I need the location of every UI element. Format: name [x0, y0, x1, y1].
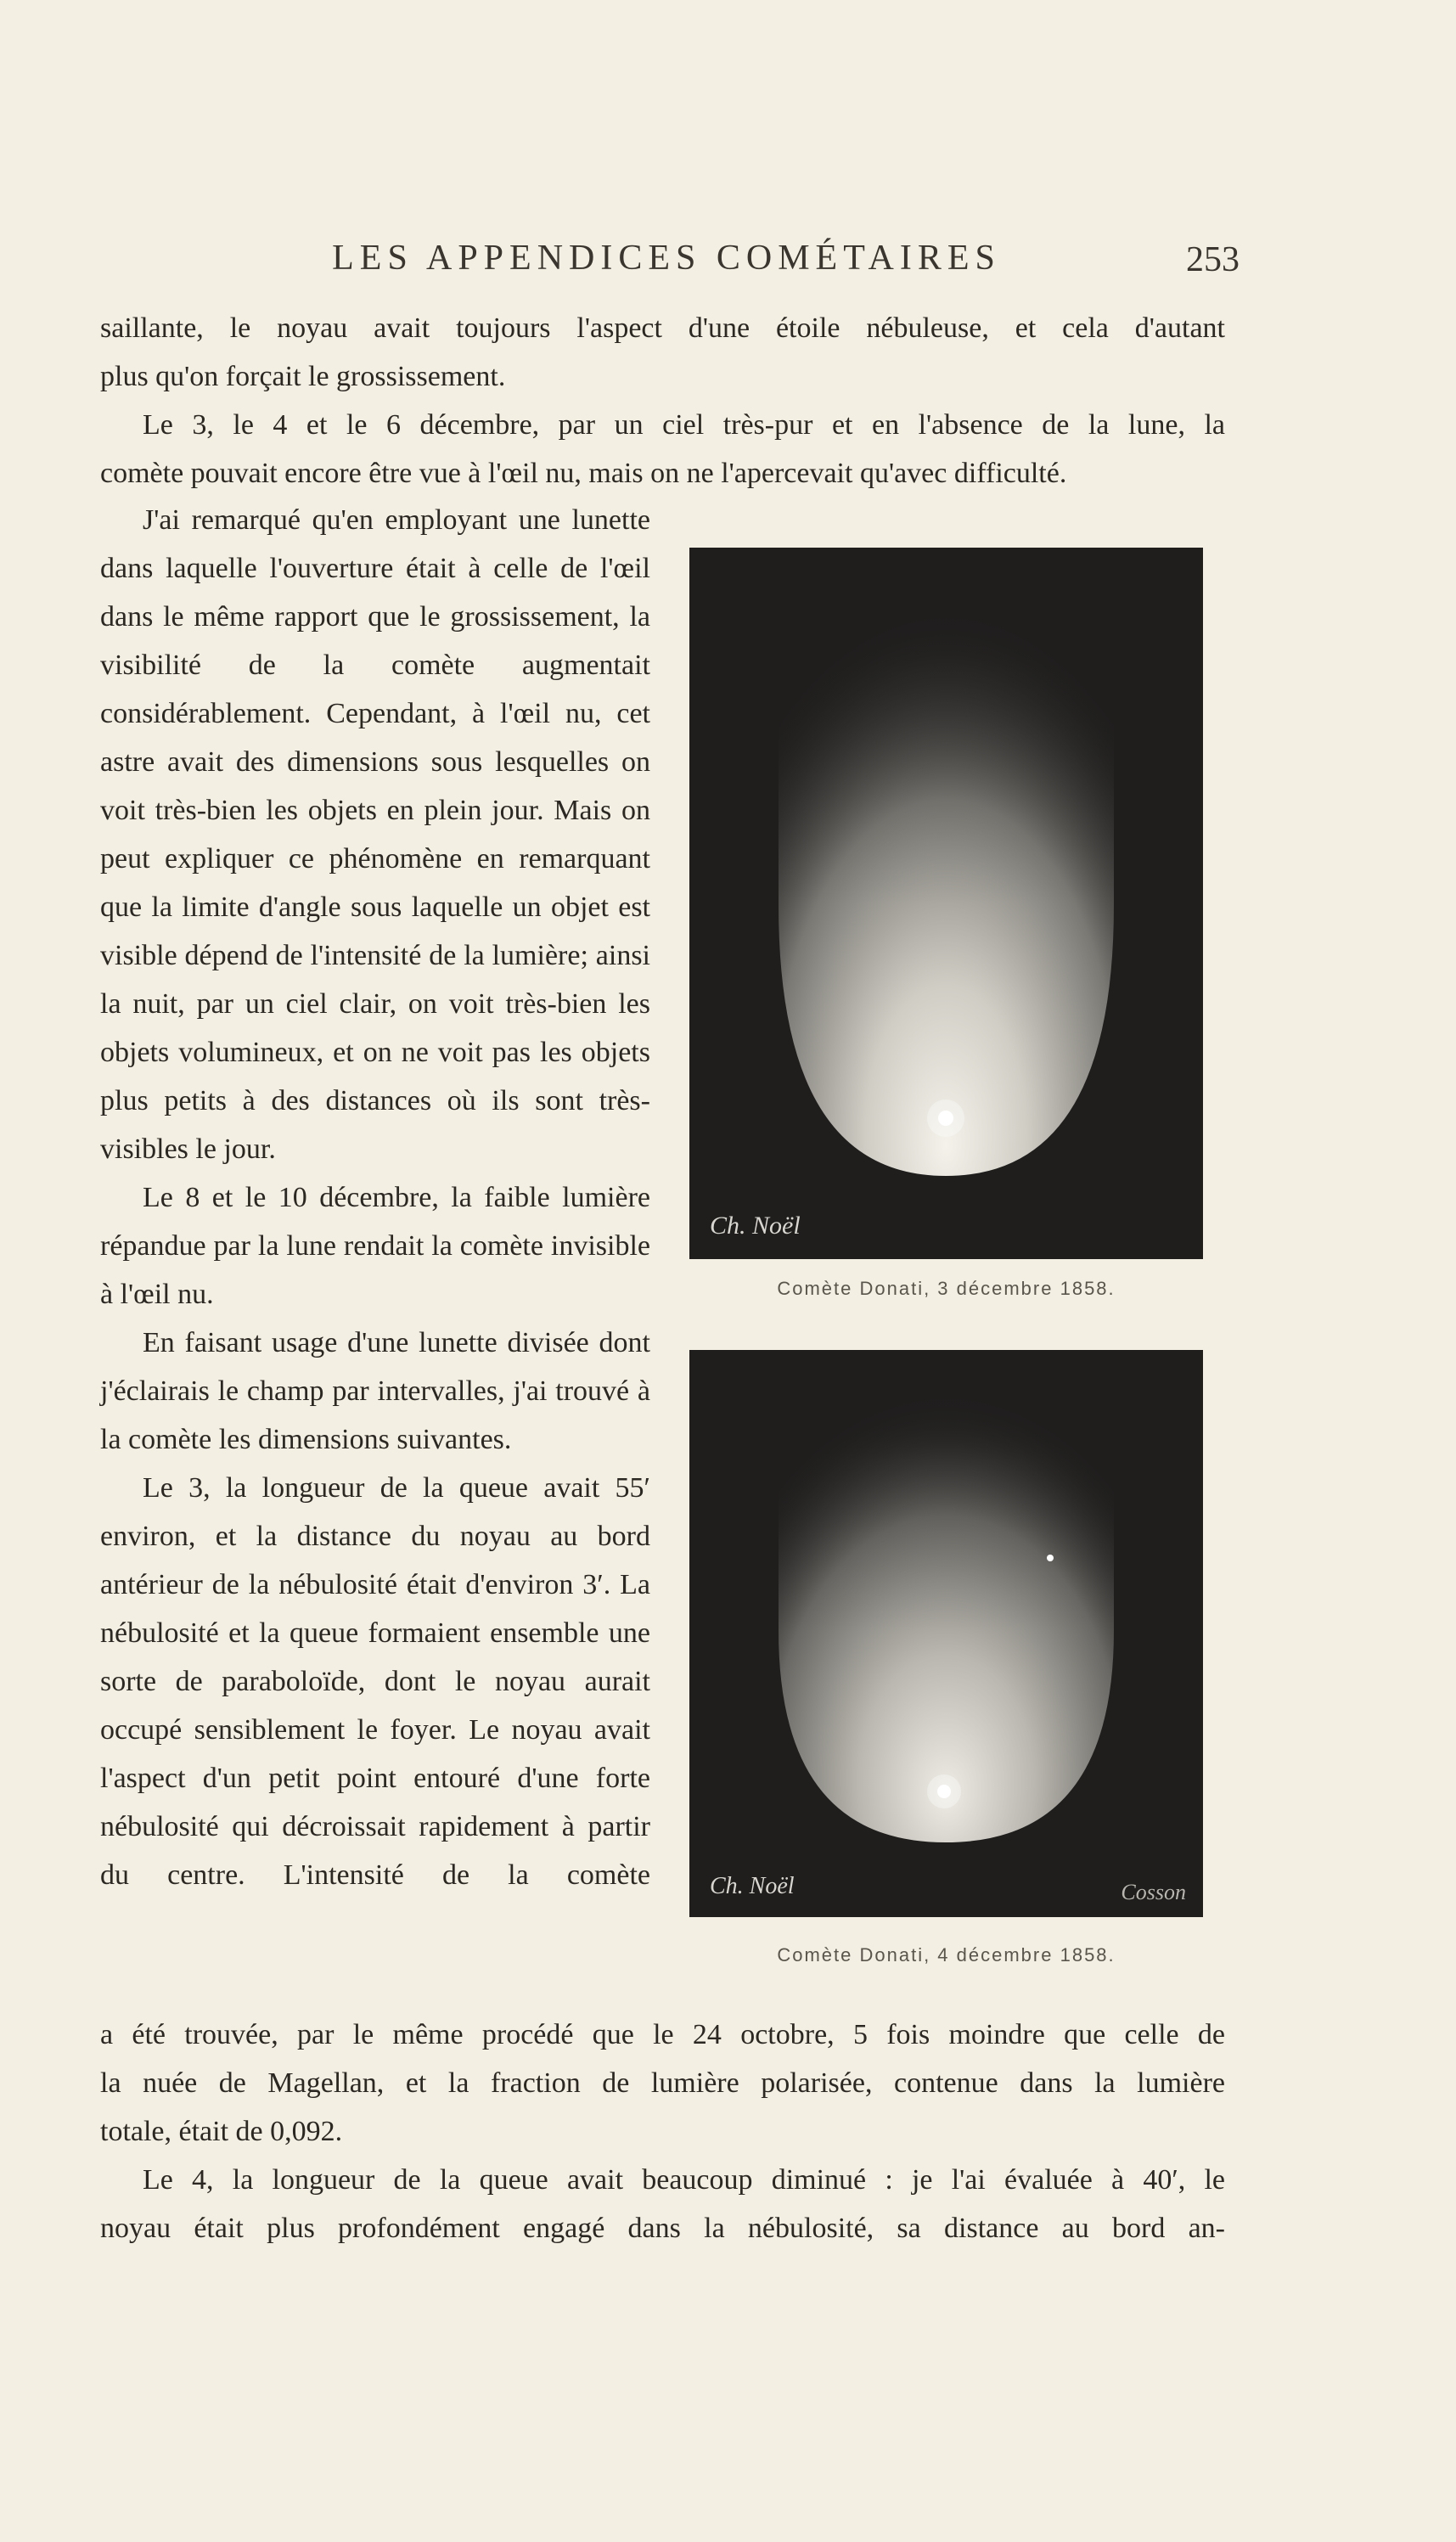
- figure-caption: Comète Donati, 4 décembre 1858.: [777, 1944, 1116, 1966]
- comet-illustration-dec3: [689, 548, 1203, 1259]
- text-line: plus qu'on forçait le grossissement.: [100, 361, 506, 392]
- paragraph: J'ai remarqué qu'en employant une lunette dans laquelle l'ouverture était à celle de l'œil dans le même rapport que le grossissement, la visibilité de la comète augmentait considérablement. Cependant, à l'œil nu, cet astre avait des dimensions sous lesquelles on voit très-bien les objets en plein jour. Mais on peut expliquer ce phénomène en remarquant que la limite d'angle sous laquelle un objet est visible dépend de l'intensité de la lumière; ainsi la nuit, par un ciel clair, on voit très-bien les objets volumineux, et on ne voit pas les objets plus petits à des distances où ils sont très-visibles le jour.: [100, 504, 650, 1165]
- paragraph: Le 8 et le 10 décembre, la faible lumière répandue par la lune rendait la comète invisible à l'œil nu.: [100, 1182, 650, 1310]
- running-title: LES APPENDICES COMÉTAIRES: [332, 239, 1001, 278]
- text-line: noyau était plus profondément engagé dans la nébulosité, sa distance au bord an-: [100, 2213, 1225, 2244]
- text-line: Le 3, le 4 et le 6 décembre, par un ciel très-pur et en l'absence de la lune, la: [143, 409, 1225, 441]
- figure-caption: Comète Donati, 3 décembre 1858.: [777, 1278, 1116, 1299]
- top-text-block: [100, 304, 1225, 498]
- page-number: 253: [1186, 240, 1240, 279]
- text-line: saillante, le noyau avait toujours l'aspect d'une étoile nébuleuse, et cela d'autant: [100, 312, 1225, 344]
- artist-signature: Ch. Noël: [710, 1873, 795, 1899]
- comet-image-icon: [689, 548, 1203, 1259]
- bottom-text-block: [100, 2011, 1225, 2252]
- comet-illustration-dec4: [689, 1350, 1203, 1917]
- text-line: la nuée de Magellan, et la fraction de lumière polarisée, contenue dans la lumière: [100, 2067, 1225, 2099]
- comet-image-icon: [689, 1350, 1203, 1917]
- paragraph: En faisant usage d'une lunette divisée dont j'éclairais le champ par intervalles, j'ai trouvé à la comète les dimensions suivantes.: [100, 1327, 650, 1455]
- artist-signature: Ch. Noël: [710, 1212, 801, 1240]
- text-line: Le 4, la longueur de la queue avait beaucoup diminué : je l'ai évaluée à 40′, le: [143, 2164, 1225, 2196]
- paragraph: Le 3, la longueur de la queue avait 55′ environ, et la distance du noyau au bord antérieur de la nébulosité était d'environ 3′. La nébulosité et la queue formaient ensemble une sorte de paraboloïde, dont le noyau aurait occupé sensiblement le foyer. Le noyau avait l'aspect d'un petit point entouré d'une forte nébulosité qui décroissait rapidement à partir du centre. L'intensité de la comète: [100, 1472, 650, 1891]
- text-line: totale, était de 0,092.: [100, 2116, 343, 2147]
- text-line: a été trouvée, par le même procédé que le 24 octobre, 5 fois moindre que celle de: [100, 2019, 1225, 2050]
- engraver-signature: Cosson: [1121, 1880, 1186, 1904]
- left-column-text: [100, 496, 650, 1899]
- page-header: [93, 238, 1240, 289]
- text-line: comète pouvait encore être vue à l'œil nu, mais on ne l'apercevait qu'avec difficulté.: [100, 458, 1067, 489]
